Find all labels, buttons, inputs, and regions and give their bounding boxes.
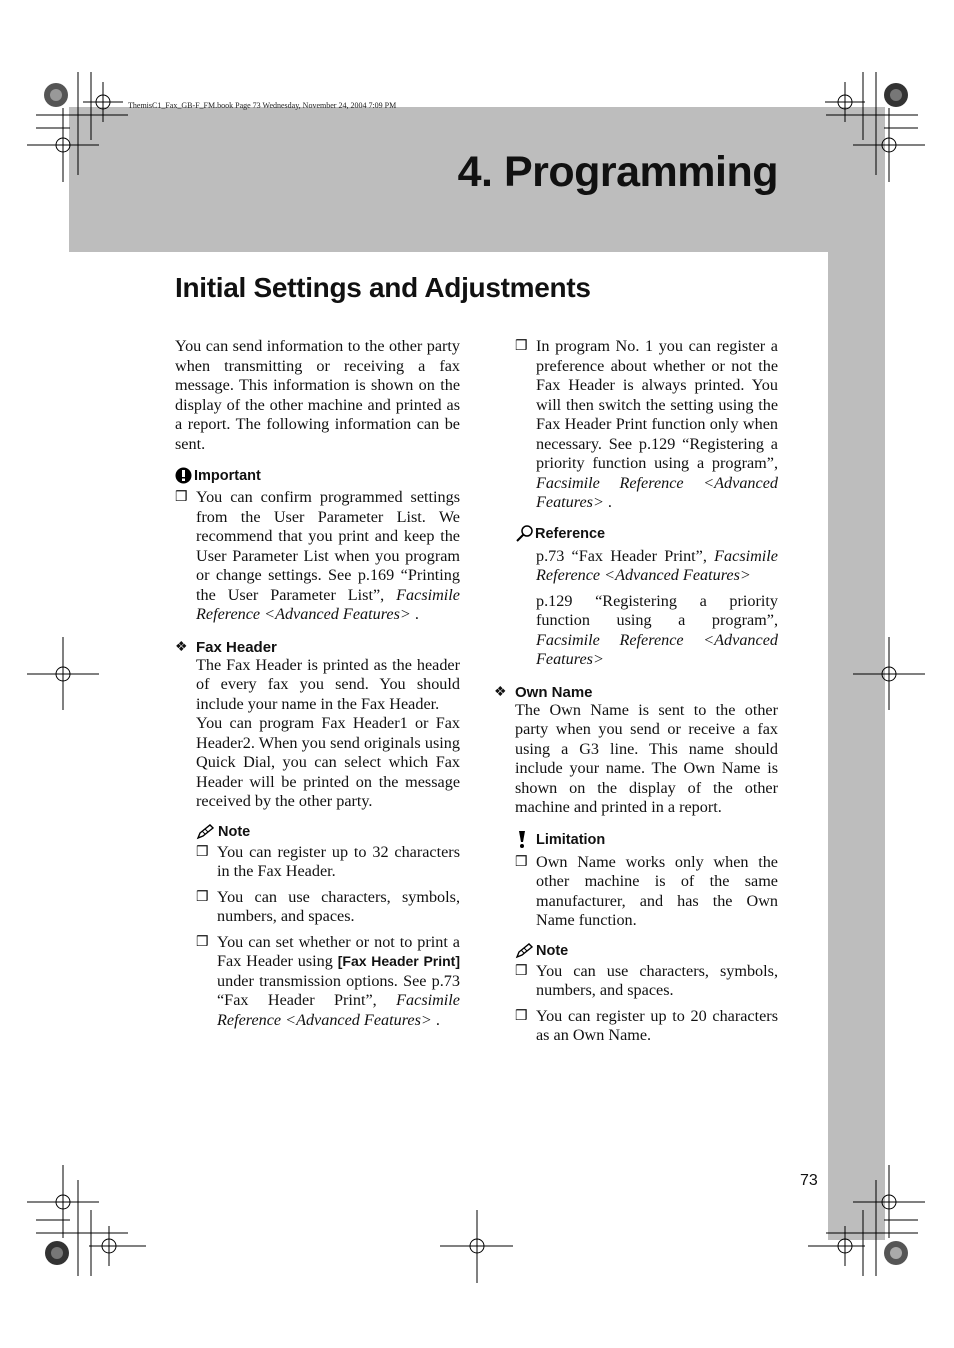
checkbox-icon: ❒ [515,339,528,354]
own-name-heading: Own Name [515,683,593,701]
important-item-text: You can confirm programmed settings from the User Parameter List. We recommend that you print and keep the User Parameter List when you program or change settings. See p.169 “Printing the User Parameter List”, [196,488,460,604]
crop-header-line: ThemisC1_Fax_GB-F_FM.book Page 73 Wednesday, November 24, 2004 7:09 PM [128,101,397,110]
important-heading: Important [194,467,261,484]
left-column [175,337,460,1036]
checkbox-icon: ❒ [196,844,209,860]
note2-item1: ❒ You can use characters, symbols, numbers, and spaces. [515,961,778,999]
exclamation-icon [515,830,536,850]
note1-item1: ❒ You can register up to 32 characters in the Fax Header. [196,842,460,880]
fax-header-para2: You can program Fax Header1 or Fax Header2. When you send originals using Quick Dial, you can select which Fax Header will be printed on the message received by the other party. [196,714,460,810]
fax-header-heading: Fax Header [196,638,277,656]
pencil-icon [515,943,535,959]
checkbox-icon: ❒ [515,963,528,979]
limitation-item: ❒ Own Name works only when the other machine is of the same manufacturer, and has the Own Name function. [515,852,778,929]
magnifier-icon [515,525,535,543]
reference-item-2: p.129 “Registering a priority function using a program”, Facsimile Reference <Advanced Features> [536,591,778,668]
note2-heading: Note [536,942,569,959]
important-heading-row [175,467,460,484]
checkbox-icon: ❒ [196,934,209,950]
fax-header-body [175,656,460,1031]
important-icon [175,467,192,484]
intro-paragraph: You can send information to the other party when transmitting or receiving a fax message. This information is shown on the display of the other machine and printed as a report. The following information can be sent. [175,337,460,453]
pencil-icon [196,824,216,840]
checkbox-icon: ❒ [515,1008,528,1024]
reference-item-1: p.73 “Fax Header Print”, Facsimile Reference <Advanced Features> [536,546,778,584]
note1-item3: ❒ You can set whether or not to print a Fax Header using [Fax Header Print] under transmission options. See p.73 “Fax Header Print”, Facsimile Reference <Advanced Features> . [196,932,461,1029]
fax-header-print-key: [Fax Header Print] [337,953,461,969]
fax-header-para1: The Fax Header is printed as the header of every fax you send. You should include your name in the Fax Header. [196,655,460,713]
checkbox-icon: ❒ [196,889,209,905]
limitation-heading: Limitation [536,831,606,848]
important-item: ❒ You can confirm programmed settings from the User Parameter List. We recommend that you print and keep the User Parameter List when you program or change settings. See p.169 “Printing the User Parameter List”, Facsimile Reference <Advanced Features> . [175,488,460,623]
limitation-heading-row [515,830,778,850]
important-item-ref: Facsimile Reference <Advanced Features> [196,585,460,623]
checkbox-icon: ❒ [175,490,188,505]
section-title: Initial Settings and Adjustments [175,272,591,303]
reference-body [515,547,778,670]
own-name-para: The Own Name is sent to the other party when you send or receive a fax using a G3 line. This name should include your name. The Own Name is shown on the display of the other machine and printed in a report. [515,700,778,816]
note1-item2: ❒ You can use characters, symbols, numbers, and spaces. [196,887,460,925]
reference-heading-row [515,525,778,543]
right-column [494,337,778,1052]
note1-heading-row [196,824,460,840]
note1-heading: Note [218,823,251,840]
reference-heading: Reference [535,525,606,542]
chapter-title: 4. Programming [457,148,778,196]
diamond-bullet-icon: ❖ [175,639,188,655]
diamond-bullet-icon: ❖ [494,684,507,700]
page-number: 73 [800,1172,818,1189]
note2-item2: ❒ You can register up to 20 characters as an Own Name. [515,1006,778,1044]
fax-header-heading-row [175,639,460,656]
program-no1-item: ❒ In program No. 1 you can register a preference about whether or not the Fax Header is always printed. You will then switch the setting using the Fax Header Print function only when necessary. See p.129 “Registering a priority function using a program”, Facsimile Reference <Advanced Features> . [515,337,778,511]
own-name-heading-row [494,683,778,701]
note2-heading-row [515,943,778,959]
checkbox-icon: ❒ [515,854,528,870]
